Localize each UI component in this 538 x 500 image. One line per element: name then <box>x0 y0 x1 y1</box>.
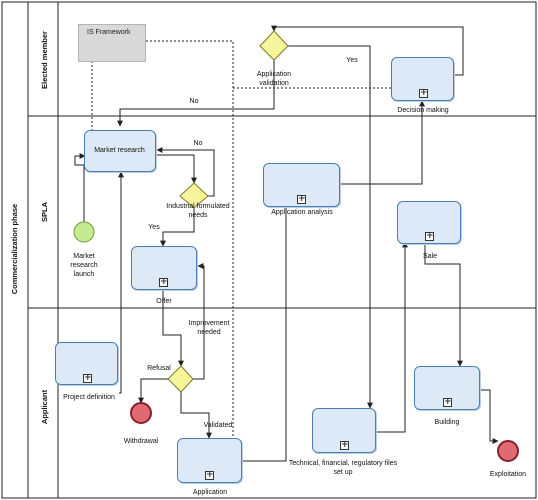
project-definition-label: Project definition <box>63 394 115 401</box>
task-project-definition[interactable] <box>55 342 118 385</box>
task-offer[interactable] <box>131 246 197 290</box>
start-event[interactable] <box>74 222 94 242</box>
flow-building-to-exploitation <box>480 390 498 441</box>
flow-refusal-to-withdrawal <box>141 379 170 403</box>
pool-title: Commercialization phase <box>10 203 19 295</box>
flow-market-research-to-gateway <box>155 155 194 183</box>
subprocess-marker-icon: + <box>420 88 428 98</box>
end-event-withdrawal[interactable] <box>131 403 151 423</box>
flow-label-improvement-needed: Improvement needed <box>188 320 230 336</box>
flow-label-validated: Validated <box>203 422 233 429</box>
exploitation-label: Exploitation <box>489 471 527 478</box>
lane-title-elected: Elected member <box>40 31 49 89</box>
flow-label-yes: Yes <box>346 57 358 64</box>
task-sale[interactable] <box>397 201 461 244</box>
lane-title-spla: SPLA <box>40 202 49 223</box>
task-market-research[interactable] <box>84 130 156 172</box>
subprocess-marker-icon: + <box>160 277 168 287</box>
task-label: Market research <box>94 147 145 154</box>
artifact-label: IS Framework <box>87 29 131 36</box>
withdrawal-label: Withdrawal <box>123 438 159 445</box>
gateway-label-application-validation: Application validation <box>256 71 292 87</box>
sale-label: Sale <box>422 253 437 260</box>
subprocess-marker-icon: + <box>298 194 306 204</box>
task-building[interactable] <box>414 366 480 410</box>
flow-gateway-no-to-market-research <box>157 150 214 196</box>
flow-sale-to-building <box>425 244 460 366</box>
flow-label-no: No <box>193 140 203 147</box>
subprocess-marker-icon: + <box>84 373 92 383</box>
flow-files-to-sale <box>377 242 405 432</box>
task-application[interactable] <box>177 438 242 483</box>
offer-label: Offer <box>156 298 172 305</box>
subprocess-marker-icon: + <box>206 470 214 480</box>
subprocess-marker-icon: + <box>341 440 349 450</box>
gateway-application-validation[interactable] <box>260 31 288 60</box>
gateway-label-industrial-needs: Industrial formulated needs <box>166 203 230 219</box>
flow-application-to-analysis <box>242 191 286 461</box>
flow-label-yes: Yes <box>148 224 160 231</box>
gateway-label-refusal: Refusal <box>147 365 171 372</box>
subprocess-marker-icon: + <box>426 231 434 241</box>
lane-title-applicant: Applicant <box>40 389 49 425</box>
application-analysis-label: Application analysis <box>271 209 333 216</box>
flow-label-no: No <box>189 98 199 105</box>
decision-making-label: Decision making <box>397 107 449 114</box>
start-event-label: Market research launch <box>70 253 98 278</box>
application-label: Application <box>192 489 228 496</box>
subprocess-marker-icon: + <box>444 397 452 407</box>
task-application-analysis[interactable] <box>263 163 340 207</box>
files-set-up-label: Technical, financial, regulatory files set up <box>288 460 398 476</box>
building-label: Building <box>434 419 460 426</box>
flow-project-to-market-research <box>119 172 121 393</box>
is-framework-artifact[interactable] <box>78 24 146 62</box>
end-event-exploitation[interactable] <box>498 441 518 461</box>
task-decision-making[interactable] <box>391 57 454 101</box>
flow-validated-to-application <box>181 392 209 438</box>
task-files-set-up[interactable] <box>312 408 376 453</box>
flow-validation-yes-to-files <box>288 46 370 408</box>
